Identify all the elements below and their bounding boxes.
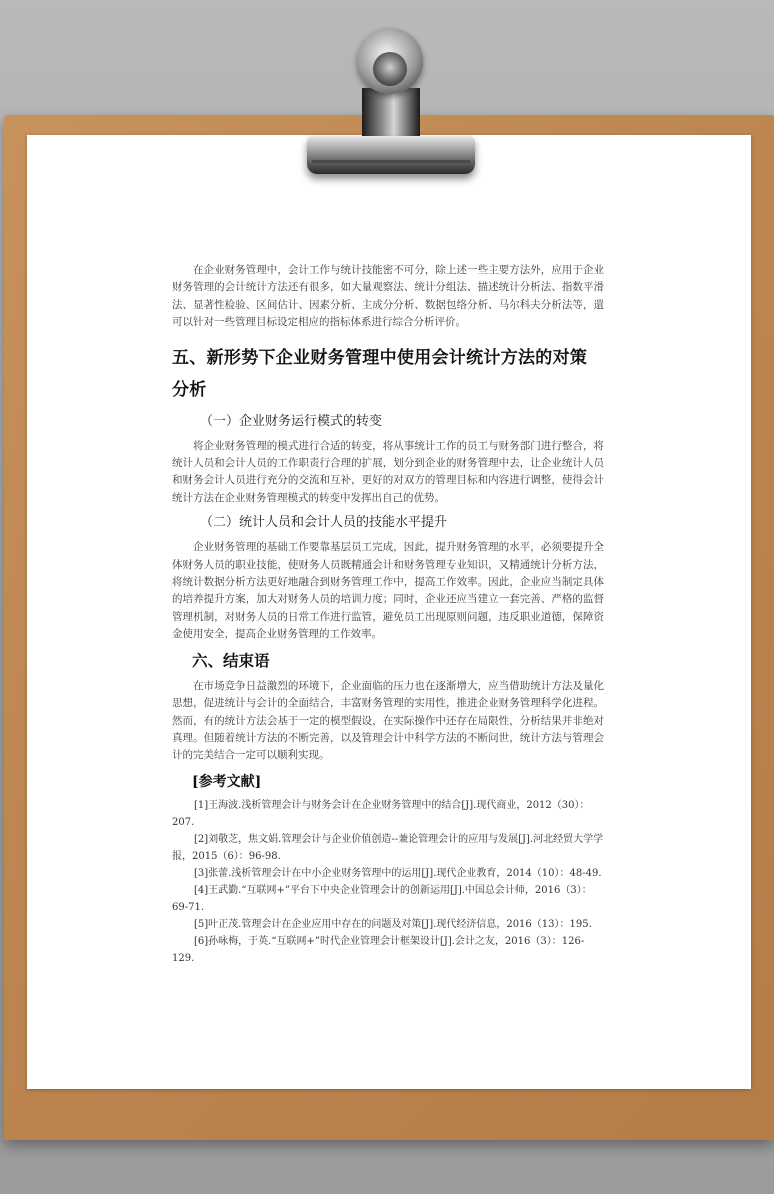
section-6-paragraph: 在市场竞争日益激烈的环境下，企业面临的压力也在逐渐增大，应当借助统计方法及量化思想，促进统计与会计的全面结合，丰富财务管理的实用性，推进企业财务管理科学化进程。然而，有的统计方法会基于一定的模型假设，在实际操作中还存在局限性，分析结果并非绝对真理。但随着统计方法的不断完善，以及管理会计中科学方法的不断问世，统计方法与管理会计的完美结合一定可以顺利实现。: [172, 679, 604, 762]
intro-paragraph: 在企业财务管理中，会计工作与统计技能密不可分，除上述一些主要方法外，应用于企业财务管理的会计统计方法还有很多，如大量观察法、统计分组法、描述统计分析法、指数平滑法、显著性检验、区间估计、因素分析、主成分分析、数据包络分析、马尔科夫分析法等，還可以针对一些管理目标设定相应的指标体系进行综合分析评价。: [172, 264, 604, 329]
section-6-heading: 六、结束语: [192, 650, 270, 670]
binder-clip-edge: [312, 160, 470, 163]
section-5-1-heading: （一）企业财务运行模式的转变: [200, 413, 383, 429]
reference-item: [3]张蕾.浅析管理会计在中小企业财务管理中的运用[J].现代企业教育，2014（10）：48-49.: [194, 867, 602, 879]
reference-item: [5]叶正茂.管理会计在企业应用中存在的问题及对策[J].现代经济信息，2016（13）：195.: [194, 918, 592, 930]
section-5-1-paragraph: 将企业财务管理的模式进行合适的转变，将从事统计工作的员工与财务部门进行整合，将统计人员和会计人员的工作职责行合理的扩展，划分到企业的财务管理中去，让企业统计人员和财务会计人员进行充分的交流和互补，更好的对双方的管理目标和内容进行调整，使得会计统计方法在企业财务管理模式的转变中发挥出自己的优势。: [172, 439, 604, 504]
reference-item: [1]王海波.浅析管理会计与财务会计在企业财务管理中的结合[J].现代商业，2012（30）：207.: [172, 799, 590, 828]
reference-item: [2]刘敬芝，焦文娟.管理会计与企业价值创造--兼论管理会计的应用与发展[J].河北经贸大学学报，2015（6）：96-98.: [172, 833, 604, 862]
section-5-heading: 五、新形势下企业财务管理中使用会计统计方法的对策分析: [172, 347, 588, 400]
reference-item: [6]孙咏梅，于英.“互联网+”时代企业管理会计框架设计[J].会计之友，2016（3）：126-129.: [172, 935, 585, 964]
section-5-2-paragraph: 企业财务管理的基础工作要靠基层员工完成，因此，提升财务管理的水平，必须要提升全体财务人员的职业技能，使财务人员既精通会计和财务管理专业知识，又精通统计分析方法，将统计数据分析方法更好地融合到财务管理工作中，提高工作效率。因此，企业应当制定具体的培养提升方案，加大对财务人员的培训力度；同时，企业还应当建立一套完善、严格的监督管理机制，对财务人员的日常工作进行监管，避免员工出现原则问题，违反职业道德，保障资金使用安全，提高企业财务管理的工作效率。: [172, 541, 604, 641]
binder-clip-hole: [373, 52, 407, 86]
references-heading: [参考文献]: [192, 773, 262, 790]
reference-item: [4]王武勤.“互联网+”平台下中央企业管理会计的创新运用[J].中国总会计师，2016（3）：69-71.: [172, 884, 592, 913]
binder-clip-neck: [362, 88, 420, 140]
binder-clip-base: [307, 136, 475, 174]
document-content: [172, 262, 604, 967]
section-5-2-heading: （二）统计人员和会计人员的技能水平提升: [200, 515, 448, 531]
